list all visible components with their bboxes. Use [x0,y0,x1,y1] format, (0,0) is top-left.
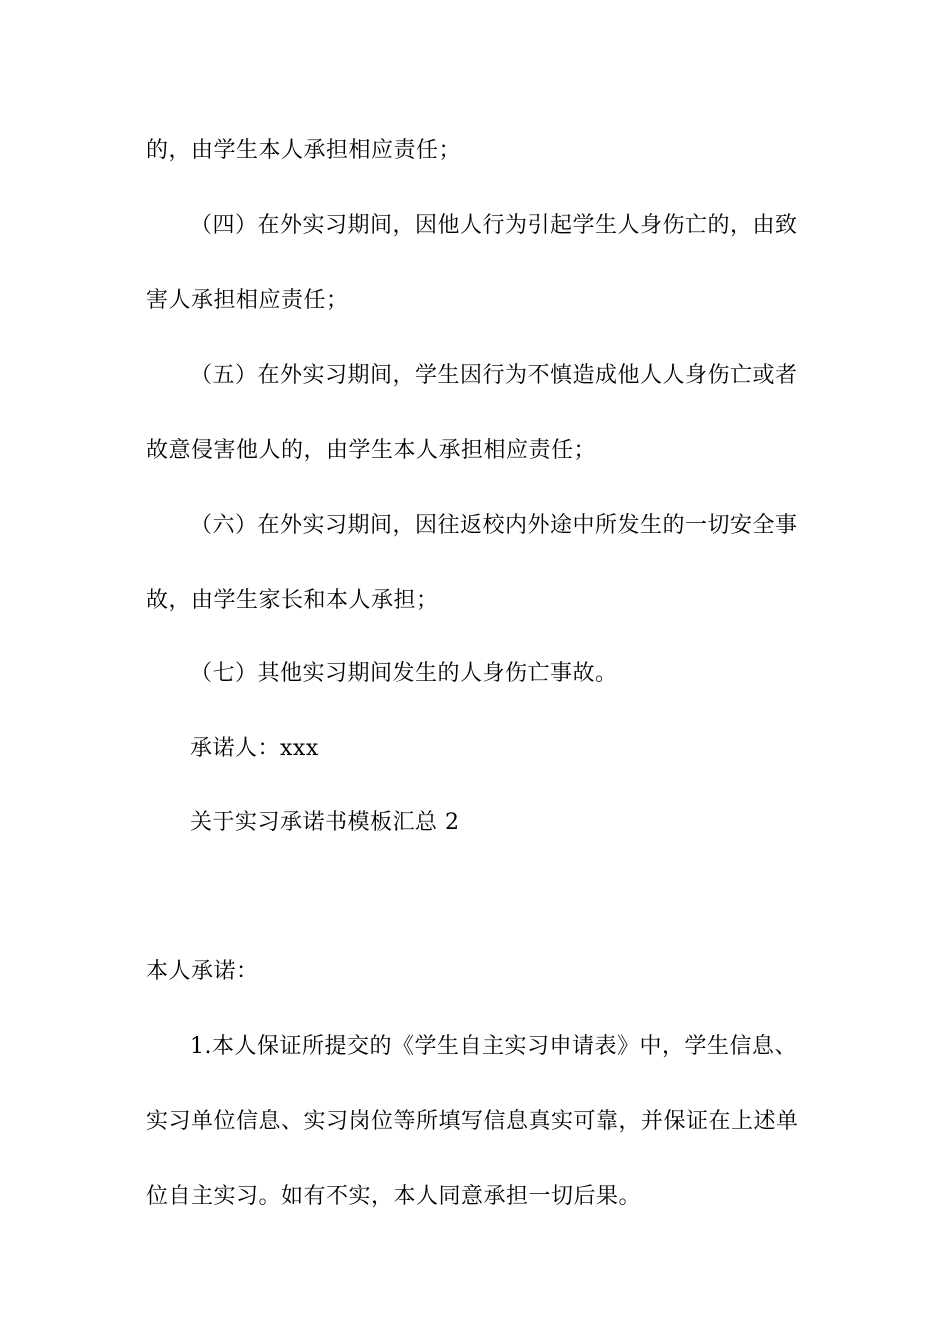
paragraph-line: 故，由学生家长和本人承担； [146,588,439,613]
paragraph-line: 本人承诺： [146,959,259,984]
paragraph-line: （六）在外实习期间，因往返校内外途中所发生的一切安全事 [190,513,798,538]
section-title: 关于实习承诺书模板汇总 2 [190,810,460,835]
paragraph-line: （七）其他实习期间发生的人身伤亡事故。 [190,661,618,686]
paragraph-line: （四）在外实习期间，因他人行为引起学生人身伤亡的，由致 [190,213,798,238]
signatory-line: 承诺人：xxx [190,736,319,761]
paragraph-line: 实习单位信息、实习岗位等所填写信息真实可靠，并保证在上述单 [146,1109,799,1134]
paragraph-line: 害人承担相应责任； [146,288,349,313]
paragraph-line: 位自主实习。如有不实，本人同意承担一切后果。 [146,1184,642,1209]
paragraph-line: 的，由学生本人承担相应责任； [146,138,462,163]
paragraph-line: 1.本人保证所提交的《学生自主实习申请表》中，学生信息、 [190,1034,797,1059]
paragraph-line: （五）在外实习期间，学生因行为不慎造成他人人身伤亡或者 [190,363,798,388]
paragraph-line: 故意侵害他人的，由学生本人承担相应责任； [146,438,597,463]
